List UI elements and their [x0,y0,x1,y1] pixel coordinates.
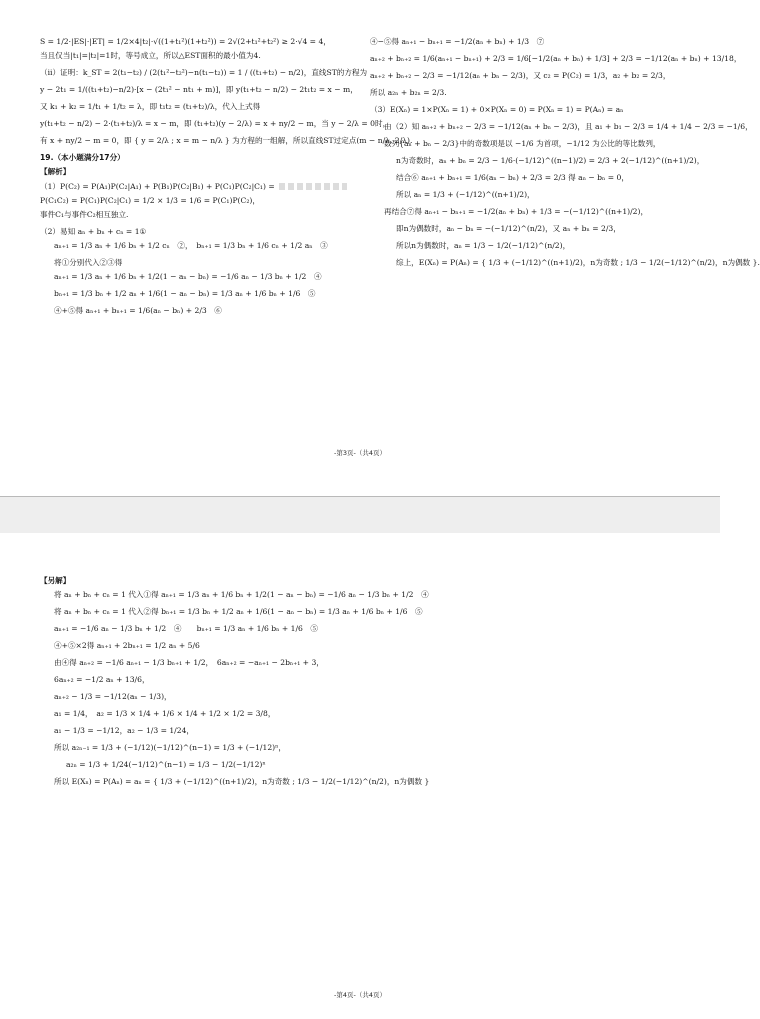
part1-joint-probability: P(C₁C₂) = P(C₁)P(C₂|C₁) = 1/2 × 1/3 = 1/6 = P(C₁)P(C₂)， [40,195,260,205]
alt-initial-shifted: a₁ − 1/3 = −1/12，a₂ − 1/3 = 1/24， [54,726,195,736]
page-3 [0,0,760,496]
slope-st-formula: （ii）证明：k_ST = 2(t₁−t₂) / (2(t₁²−t₂²)−n(t₁−t₂)) = 1 / ((t₁+t₂) − n/2)，直线ST的方程为 [40,68,368,78]
second-order-sum: aₙ₊₂ + bₙ₊₂ = 1/6(aₙ₊₁ − bₙ₊₁) + 2/3 = 1/6[−1/2(aₙ + bₙ) + 1/3] + 2/3 = −1/12(aₙ + bₙ) + 13/18， [370,54,742,63]
even-a-result: 所以n为偶数时，aₙ = 1/3 − 1/2(−1/12)^(n/2)， [396,241,571,250]
final-expectation: 综上，E(Xₙ) = P(Aₙ) = { 1/3 + (−1/12)^((n+1)/2)，n为奇数 ; 1/3 − 1/2(−1/12)^(n/2)，n为偶数 }. [396,258,760,267]
k-sum-relation: 又 k₁ + k₂ = 1/t₁ + 1/t₂ = λ，即 t₁t₂ = (t₁+t₂)/λ，代入上式得 [40,102,261,112]
scan-artifact-bar [279,183,347,190]
geometric-sequence-note: 数列{aₙ + bₙ − 2/3}中的奇数项是以 −1/6 为首项，−1/12 为公比的等比数列， [384,139,661,148]
alt-combination: ④+⑤×2得 aₙ₊₁ + 2bₙ₊₁ = 1/2 aₙ + 5/6 [54,641,200,651]
part3-expectation: （3）E(Xₙ) = 1×P(Xₙ = 1) + 0×P(Xₙ = 0) = P(Xₙ = 1) = P(Aₙ) = aₙ [370,105,624,114]
substitute-note: 将①分别代入②③得 [54,258,123,268]
alt-initial-values: a₁ = 1/4， a₂ = 1/3 × 1/4 + 1/6 × 1/4 + 1/2 × 1/2 = 3/8， [54,709,276,719]
independence-conclusion: 事件C₁与事件C₂相互独立. [40,209,129,219]
alt-substitute-1: 将 aₙ + bₙ + cₙ = 1 代入①得 aₙ₊₁ = 1/3 aₙ + 1/6 bₙ + 1/2(1 − aₙ − bₙ) = −1/6 aₙ − 1/3 bₙ + 1/2 ④ [54,590,429,600]
combine-6: 结合⑥ aₙ₊₁ + bₙ₊₁ = 1/6(aₙ − bₙ) + 2/3 = 2/3 得 aₙ − bₙ = 0， [396,173,629,182]
odd-n-sum: n为奇数时，aₙ + bₙ = 2/3 − 1/6·(−1/12)^((n−1)/2) = 2/3 + 2(−1/12)^((n+1)/2)， [396,156,705,165]
part1-total-probability: （1）P(C₂) = P(A₁)P(C₂|A₁) + P(B₁)P(C₂|B₁) + P(C₁)P(C₂|C₁) = [40,181,358,192]
part2-sum-identity: （2）易知 aₙ + bₙ + cₙ = 1① [40,226,147,236]
shifted-sequence: aₙ₊₂ + bₙ₊₂ − 2/3 = −1/12(aₙ + bₙ − 2/3)，又 c₂ = P(C₂) = 1/3，a₂ + b₂ = 2/3， [370,71,671,80]
solution-label: 【解析】 [40,167,71,177]
alt-shift: 由④得 aₙ₊₂ = −1/6 aₙ₊₁ − 1/3 bₙ₊₁ + 1/2， 6aₙ₊₂ = −aₙ₊₁ − 2bₙ₊₁ + 3， [54,658,324,668]
combine-7: 再结合⑦得 aₙ₊₁ − bₙ₊₁ = −1/2(aₙ + bₙ) + 1/3 = −(−1/12)^((n+1)/2)， [384,207,649,216]
alt-substitute-2: 将 aₙ + bₙ + cₙ = 1 代入②得 bₙ₊₁ = 1/3 bₙ + 1/2 aₙ + 1/6(1 − aₙ − bₙ) = 1/3 aₙ + 1/6 bₙ + 1/6 ⑤ [54,607,423,617]
recurrence-5: bₙ₊₁ = 1/3 bₙ + 1/2 aₙ + 1/6(1 − aₙ − bₙ) = 1/3 aₙ + 1/6 bₙ + 1/6 ⑤ [54,289,316,299]
recurrence-4: aₙ₊₁ = 1/3 aₙ + 1/6 bₙ + 1/2(1 − aₙ − bₙ) = −1/6 aₙ − 1/3 bₙ + 1/2 ④ [54,272,322,282]
fixed-point-conclusion: 有 x + ny/2 − m = 0，即 { y = 2/λ ; x = m − n/λ } 为方程的一组解，所以直线ST过定点(m − n/λ, 2/λ). [40,136,413,146]
recurrence-a-b: aₙ₊₁ = 1/3 aₙ + 1/6 bₙ + 1/2 cₙ ②， bₙ₊₁ = 1/3 bₙ + 1/6 cₙ + 1/2 aₙ ③ [54,241,328,251]
problem-19-heading: 19.（本小题满分17分） [40,153,125,163]
alt-recurrences: aₙ₊₁ = −1/6 aₙ − 1/3 bₙ + 1/2 ④ bₙ₊₁ = 1/3 aₙ + 1/6 bₙ + 1/6 ⑤ [54,624,319,634]
alt-six-a: 6aₙ₊₂ = −1/2 aₙ + 13/6， [54,675,150,685]
page-separator [0,496,720,535]
even-sum-result: 所以 a₂ₙ + b₂ₙ = 2/3. [370,88,447,97]
page-3-right-column [370,36,760,271]
alternative-solution-label: 【另解】 [40,576,71,585]
odd-terms-derivation: 由（2）知 aₙ₊₂ + bₙ₊₂ − 2/3 = −1/12(aₙ + bₙ − 2/3)，且 a₁ + b₁ − 2/3 = 1/4 + 1/4 − 2/3 = −1/6， [384,122,753,131]
recurrence-7: ④−⑤得 aₙ₊₁ − bₙ₊₁ = −1/2(aₙ + bₙ) + 1/3 ⑦ [370,37,545,46]
page-4-footer: -第4页-（共4页） [334,991,386,999]
alt-final-expectation: 所以 E(Xₙ) = P(Aₙ) = aₙ = { 1/3 + (−1/12)^((n+1)/2)，n为奇数 ; 1/3 − 1/2(−1/12)^(n/2)，n为偶数 } [54,777,430,787]
alt-fixed-point-form: aₙ₊₂ − 1/3 = −1/12(aₙ − 1/3)， [54,692,172,702]
alt-odd-formula: 所以 a₂ₙ₋₁ = 1/3 + (−1/12)(−1/12)^(n−1) = 1/3 + (−1/12)ⁿ， [54,743,286,753]
page-4-column [40,575,430,790]
area-minimum-conclusion: 当且仅当|t₁|=|t₂|=1时，等号成立，所以△EST面积的最小值为4. [40,51,261,61]
substitution-line: y(t₁+t₂ − n/2) − 2·(t₁+t₂)/λ = x − m，即 (t₁+t₂)(y − 2/λ) = x + ny/2 − m，当 y − 2/λ = 0时， [40,119,391,129]
area-inequality: S = 1/2·|ES|·|ET| = 1/2×4|t₂|·√((1+t₁²)(1+t₂²)) = 2√(2+t₁²+t₂²) ≥ 2·√4 = 4， [40,37,331,46]
recurrence-6: ④+⑤得 aₙ₊₁ + bₙ₊₁ = 1/6(aₙ − bₙ) + 2/3 ⑥ [54,306,222,316]
line-st-equation: y − 2t₁ = 1/((t₁+t₂)−n/2)·[x − (2t₁² − nt₁ + m)]，即 y(t₁+t₂ − n/2) − 2t₁t₂ = x − m， [40,85,358,95]
even-difference: 即n为偶数时，aₙ − bₙ = −(−1/12)^(n/2)，又 aₙ + bₙ = 2/3， [396,224,621,233]
alt-even-formula: a₂ₙ = 1/3 + 1/24(−1/12)^(n−1) = 1/3 − 1/2(−1/12)ⁿ [66,760,266,770]
page-3-footer: -第3页-（共4页） [334,449,386,457]
page-4 [0,533,720,1019]
odd-a-result: 所以 aₙ = 1/3 + (−1/12)^((n+1)/2)， [396,190,535,199]
